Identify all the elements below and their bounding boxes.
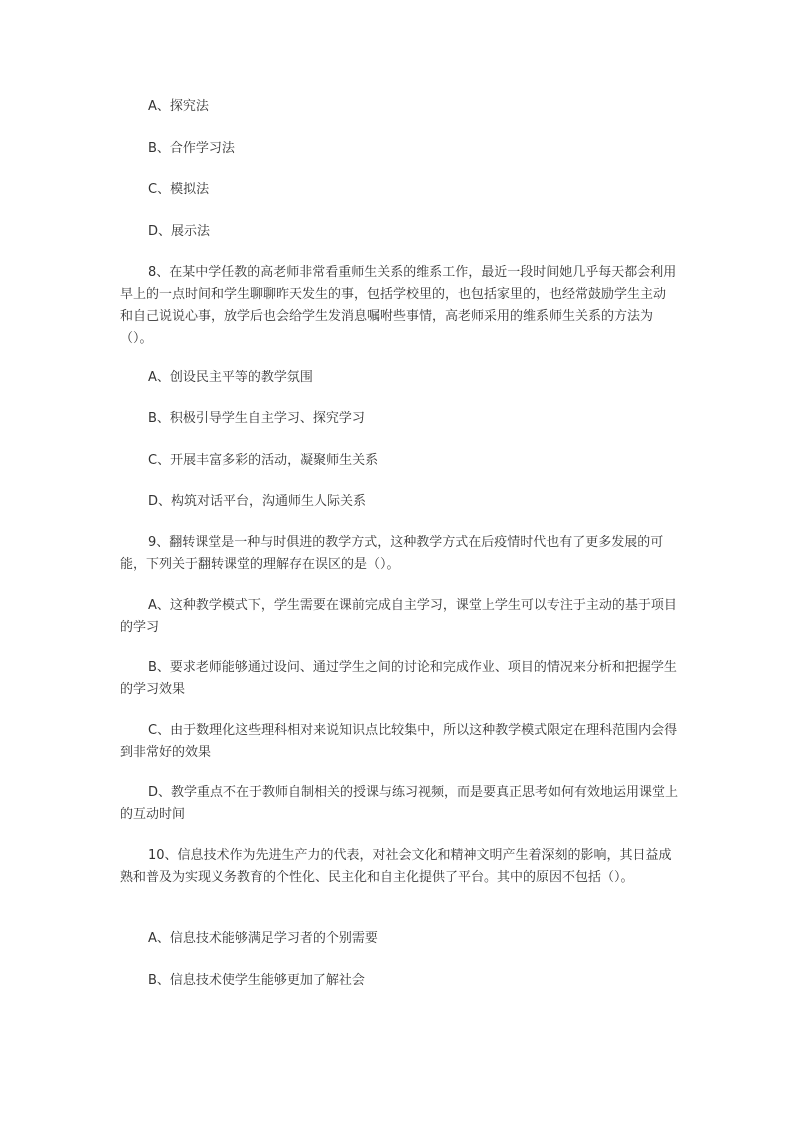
q9-option-c: C、由于数理化这些理科相对来说知识点比较集中，所以这种教学模式限定在理科范围内会得到非常好的效果: [120, 723, 678, 760]
q10-option-b: B、信息技术使学生能够更加了解社会: [148, 973, 365, 988]
q9-option-b: B、要求老师能够通过设问、通过学生之间的讨论和完成作业、项目的情况来分析和把握学生的学习效果: [120, 660, 677, 697]
q7-option-b: B、合作学习法: [148, 141, 235, 156]
q8-stem: 8、在某中学任教的高老师非常看重师生关系的维系工作，最近一段时间她几乎每天都会利用早上的一点时间和学生聊聊昨天发生的事，包括学校里的，也包括家里的，也经常鼓励学生主动和自己说说心事，放学后也会给学生发消息嘱咐些事情，高老师采用的维系师生关系的方法为（）。: [120, 265, 677, 346]
q8-option-d: D、构筑对话平台，沟通师生人际关系: [148, 494, 367, 509]
q7-option-c: C、模拟法: [148, 182, 210, 197]
q8-option-a: A、创设民主平等的教学氛围: [148, 370, 313, 385]
q8-option-b: B、积极引导学生自主学习、探究学习: [148, 411, 365, 426]
q7-option-a: A、探究法: [148, 99, 209, 114]
q10-option-a: A、信息技术能够满足学习者的个别需要: [148, 931, 378, 946]
q8-option-c: C、开展丰富多彩的活动，凝聚师生关系: [148, 453, 379, 468]
q9-stem: 9、翻转课堂是一种与时俱进的教学方式，这种教学方式在后疫情时代也有了更多发展的可能，下列关于翻转课堂的理解存在误区的是（）。: [120, 535, 664, 572]
q9-option-a: A、这种教学模式下，学生需要在课前完成自主学习，课堂上学生可以专注于主动的基于项目的学习: [120, 598, 677, 635]
q9-option-d: D、教学重点不在于教师自制相关的授课与练习视频，而是要真正思考如何有效地运用课堂上的互动时间: [120, 785, 679, 822]
q7-option-d: D、展示法: [148, 224, 211, 239]
q10-stem: 10、信息技术作为先进生产力的代表，对社会文化和精神文明产生着深刻的影响，其日益成熟和普及为实现义务教育的个性化、民主化和自主化提供了平台。其中的原因不包括（）。: [120, 848, 672, 885]
